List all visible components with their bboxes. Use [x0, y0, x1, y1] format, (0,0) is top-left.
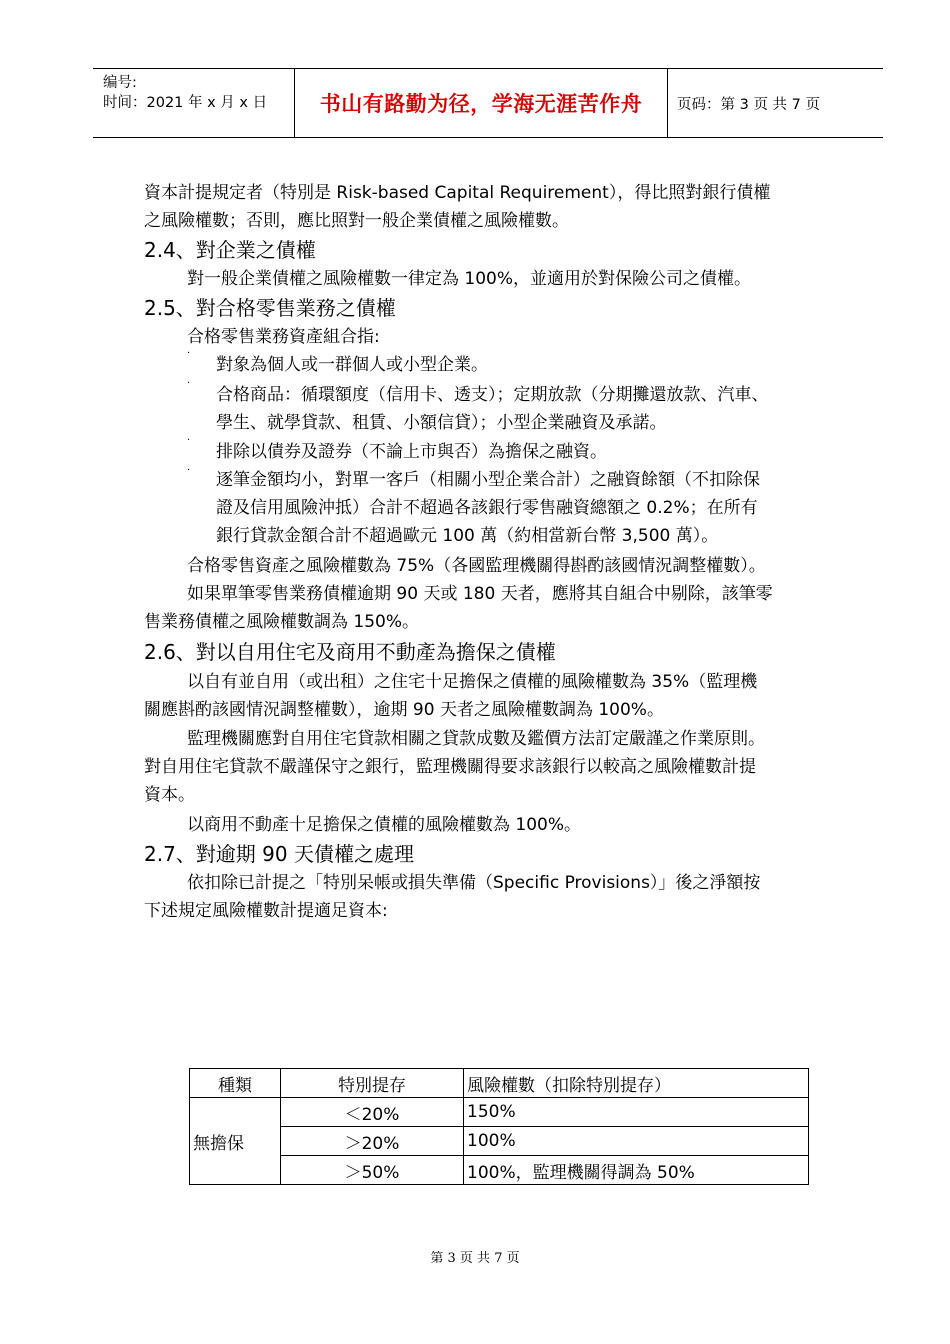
table-row [190, 1156, 809, 1185]
paragraph: 合格零售資產之風險權數為 75%（各國監理機關得斟酌該國情況調整權數）。 [187, 556, 766, 576]
table-header-cell: 風險權數（扣除特別提存） [464, 1069, 809, 1098]
page-header [93, 68, 883, 138]
list-item: 學生、就學貸款、租賃、小額信貸）；小型企業融資及承諾。 [216, 413, 667, 433]
table-header-cell: 種類 [190, 1069, 281, 1098]
paragraph: 以自有並自用（或出租）之住宅十足擔保之債權的風險權數為 35%（監理機 [187, 672, 758, 692]
list-item: 排除以債券及證券（不論上市與否）為擔保之融資。 [216, 442, 607, 462]
paragraph: 資本計提規定者（特別是 Risk-based Capital Requirement），得比照對銀行債權 [144, 183, 771, 203]
table-header-row [190, 1069, 809, 1098]
table-cell: 100%，監理機關得調為 50% [464, 1156, 809, 1185]
paragraph: 下述規定風險權數計提適足資本: [144, 901, 388, 921]
paragraph: 合格零售業務資產組合指: [187, 327, 380, 347]
paragraph: 以商用不動產十足擔保之債權的風險權數為 100%。 [187, 815, 582, 835]
header-meta [103, 73, 293, 113]
bullet-icon: · [187, 348, 191, 359]
table-cell: ＜20% [281, 1098, 464, 1127]
section-heading-2-4: 2.4、對企業之債權 [144, 238, 316, 262]
paragraph: 監理機關應對自用住宅貸款相關之貸款成數及鑑價方法訂定嚴謹之作業原則。 [187, 729, 765, 749]
bullet-icon: · [187, 378, 191, 389]
paragraph: 對自用住宅貸款不嚴謹保守之銀行，監理機關得要求該銀行以較高之風險權數計提 [144, 757, 756, 777]
time-label: 时间：2021 年 x 月 x 日 [103, 95, 268, 111]
table-cell: 100% [464, 1127, 809, 1156]
paragraph: 之風險權數；否則，應比照對一般企業債權之風險權數。 [144, 211, 569, 231]
list-item: 證及信用風險沖抵）合計不超過各該銀行零售融資總額之 0.2%；在所有 [216, 498, 758, 518]
list-item: 銀行貸款金額合計不超過歐元 100 萬（約相當新台幣 3,500 萬）。 [216, 526, 719, 546]
bullet-icon: · [187, 435, 191, 446]
list-item: 對象為個人或一群個人或小型企業。 [216, 355, 488, 375]
header-motto: 书山有路勤为径，学海无涯苦作舟 [319, 91, 643, 116]
table-header-cell: 特別提存 [281, 1069, 464, 1098]
paragraph: 如果單筆零售業務債權逾期 90 天或 180 天者，應將其自組合中剔除，該筆零 [187, 584, 773, 604]
paragraph: 關應斟酌該國情況調整權數），逾期 90 天者之風險權數調為 100%。 [144, 700, 664, 720]
list-item: 逐筆金額均小，對單一客戶（相關小型企業合計）之融資餘額（不扣除保 [216, 470, 760, 490]
list-item: 合格商品：循環額度（信用卡、透支）；定期放款（分期攤還放款、汽車、 [216, 385, 769, 405]
table-row [190, 1127, 809, 1156]
paragraph: 對一般企業債權之風險權數一律定為 100%，並適用於對保險公司之債權。 [187, 269, 752, 289]
paragraph: 售業務債權之風險權數調為 150%。 [144, 612, 420, 632]
header-divider [667, 69, 668, 137]
bullet-icon: · [187, 465, 191, 476]
paragraph: 依扣除已計提之「特別呆帳或損失準備（Specific Provisions）」後之淨額按 [187, 873, 761, 893]
paragraph: 資本。 [144, 785, 195, 805]
section-heading-2-7: 2.7、對逾期 90 天債權之處理 [144, 842, 414, 866]
table-cell: 150% [464, 1098, 809, 1127]
risk-weight-table [189, 1068, 809, 1185]
page-footer: 第 3 页 共 7 页 [430, 1251, 520, 1266]
table-cell: ＞50% [281, 1156, 464, 1185]
table-group-cell: 無擔保 [190, 1098, 281, 1185]
section-heading-2-5: 2.5、對合格零售業務之債權 [144, 296, 396, 320]
section-heading-2-6: 2.6、對以自用住宅及商用不動產為擔保之債權 [144, 640, 556, 664]
code-label: 编号: [103, 75, 137, 91]
header-page-label: 页码：第 3 页 共 7 页 [677, 96, 820, 113]
table-row [190, 1098, 809, 1127]
table-cell: ＞20% [281, 1127, 464, 1156]
